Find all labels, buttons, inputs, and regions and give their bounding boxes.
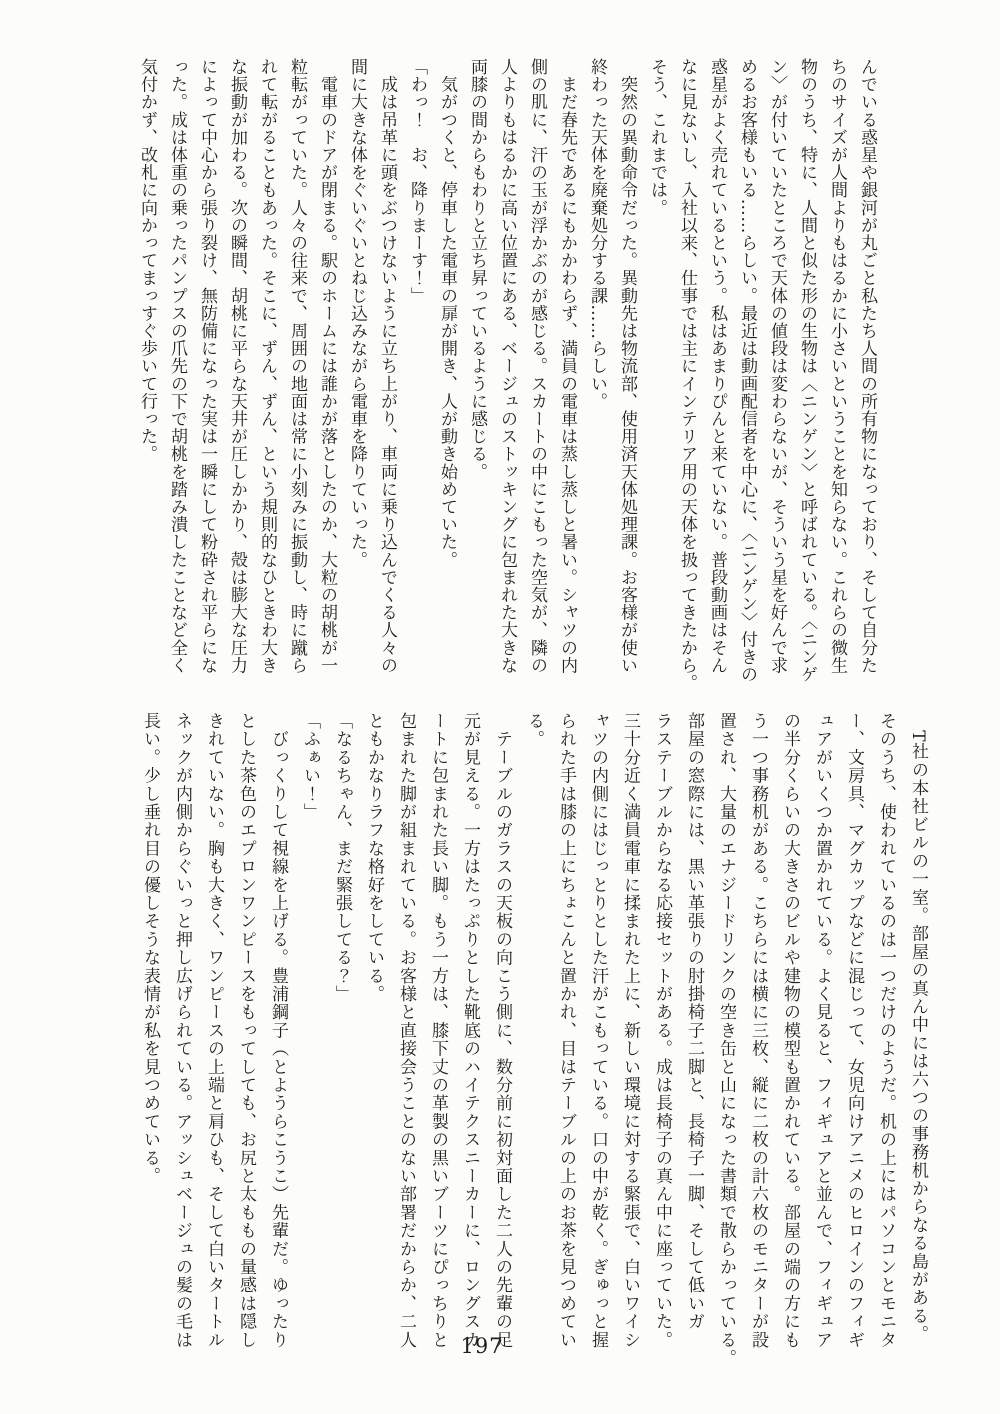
text-line: 長い。少し垂れ目の優しそうな表情が私を見つめている。 [140,712,160,1186]
text-line: 元が見える。一方はたっぷりとした靴底のハイテクスニーカーに、ロングスカ [460,712,480,1349]
text-line: 人よりもはるかに高い位置にある、ベージュのストッキングに包まれた大きな [497,58,517,674]
text-line: によって中心から張り裂け、無防備になった実は一瞬にして粉砕され平らにな [197,58,217,674]
text-line: 気付かず、改札に向かってまっすぐ歩いて行った。 [137,58,157,463]
text-line: 置され、大量のエナジードリンクの空き缶と山になった書類で散らかっている。 [716,712,736,1368]
text-line: びっくりして視線を上げる。豊浦鋼子（とようらこうこ）先輩だ。ゆったり [268,712,288,1349]
text-line: 成は吊革に頭をぶつけないように立ち上がり、車両に乗り込んでくる人々の [377,58,397,674]
text-line: った。成は体重の乗ったパンプスの爪先の下で胡桃を踏み潰したことなど全く [167,58,187,674]
text-line: そのうち、使われているのは一つだけのようだ。机の上にはパソコンとモニタ [876,712,896,1349]
text-line: ともかなりラフな格好をしている。 [364,712,384,1004]
text-line: 突然の異動命令だった。異動先は物流部、使用済天体処理課。お客様が使い [617,58,637,674]
text-line: なに見ないし、入社以来、仕事では主にインテリア用の天体を扱ってきたから。 [677,58,697,692]
text-line: られた手は膝の上にちょこんと置かれ、目はテーブルの上のお茶を見つめてい [556,712,576,1349]
text-line: めるお客様もいる……らしい。最近は動画配信者を中心に、〈ニンゲン〉付きの [737,58,757,684]
text-block-top [132,58,882,692]
text-line: ラステーブルからなる応接セットがある。成は長椅子の真ん中に座っていた。 [652,712,672,1349]
text-line: きれていない。胸も大きく、ワンピースの上端と肩ひも、そして白いタートル [204,712,224,1349]
text-line: ちのサイズが人間よりもはるかに小さいということを知らない。これらの微生 [827,58,847,674]
text-line: 電車のドアが閉まる。駅のホームには誰かが落としたのか、大粒の胡桃が一 [317,58,337,674]
text-line: の半分くらいの大きさのビルや建物の模型も置かれている。部屋の端の方にも [780,712,800,1349]
text-line: ネックが内側からぐいっと押し広げられている。アッシュベージュの髪の毛は [172,712,192,1349]
text-line: 両膝の間からもわりと立ち昇っているように感じる。 [467,58,487,481]
text-line: 三十分近く満員電車に揉まれた上に、新しい環境に対する緊張で、白いワイシ [620,712,640,1349]
text-line: 粒転がっていた。人々の往来で、周囲の地面は常に小刻みに振動し、時に蹴ら [287,58,307,674]
text-line: 気がつくと、停車した電車の扉が開き、人が動き始めていた。 [437,58,457,569]
text-line: る。 [524,712,544,749]
text-line: う一つ事務机がある。こちらには横に三枚、縦に二枚の計六枚のモニターが設 [748,712,768,1349]
text-line: テーブルのガラスの天板の向こう側に、数分前に初対面した二人の先輩の足 [492,712,512,1349]
text-line: 惑星がよく売れているという。私はあまりぴんと来ていない。普段動画はそん [707,58,727,674]
text-line: れて転がることもあった。そこに、ずん、ずん、という規則的なひときわ大き [257,58,277,674]
text-line: 物のうち、特に、人間と似た形の生物は〈ニンゲン〉と呼ばれている。〈ニンゲ [797,58,817,684]
text-line: 部屋の窓際には、黒い革張りの肘掛椅子二脚と、長椅子一脚、そして低いガ [684,712,704,1331]
text-line: 間に大きな体をぐいぐいとねじ込みながら電車を降りていった。 [347,58,367,569]
page-number: 197 [460,1334,504,1358]
text-line: 終わった天体を廃棄処分する課……らしい。 [587,58,607,410]
text-line: 「なるちゃん、まだ緊張してる？」 [332,712,352,1004]
text-block-bottom [134,712,934,1368]
text-line: ン〉が付いていたところで天体の値段は変わらないが、そういう星を好んで求 [767,58,787,674]
text-line: 「わっ！ お、降りまーす！」 [407,58,427,305]
text-line: まだ春先であるにもかかわらず、満員の電車は蒸し蒸しと暑い。シャツの内 [557,58,577,674]
text-line: 側の肌に、汗の玉が浮かぶのが感じる。スカートの中にこもった空気が、隣の [527,58,547,674]
text-line: ャツの内側にはじっとりとした汗がこもっている。口の中が乾く。ぎゅっと握 [588,712,608,1349]
text-line: そう、これまでは。 [647,58,667,217]
text-line: とした茶色のエプロンワンピースをもってしても、お尻と太ももの量感は隠し [236,712,256,1349]
text-line: ー、文房具、マグカップなどに混じって、女児向けアニメのヒロインのフィギ [844,712,864,1349]
text-line: ュアがいくつか置かれている。よく見ると、フィギュアと並んで、フィギュア [812,712,832,1349]
text-line: んでいる惑星や銀河が丸ごと私たち人間の所有物になっており、そして自分た [857,58,877,674]
text-line: ートに包まれた長い脚。もう一方は、膝下丈の革製の黒いブーツにぴっちりと [428,712,448,1349]
text-line: 「ふぁい！」 [300,712,320,822]
text-line: T社の本社ビルの一室。部屋の真ん中には六つの事務机からなる島がある。 [908,712,928,1344]
text-line: 包まれた脚が組まれている。お客様と直接会うことのない部署だからか、二人 [396,712,416,1349]
text-line: な振動が加わる。次の瞬間、胡桃に平らな天井が圧しかかり、殻は膨大な圧力 [227,58,247,674]
